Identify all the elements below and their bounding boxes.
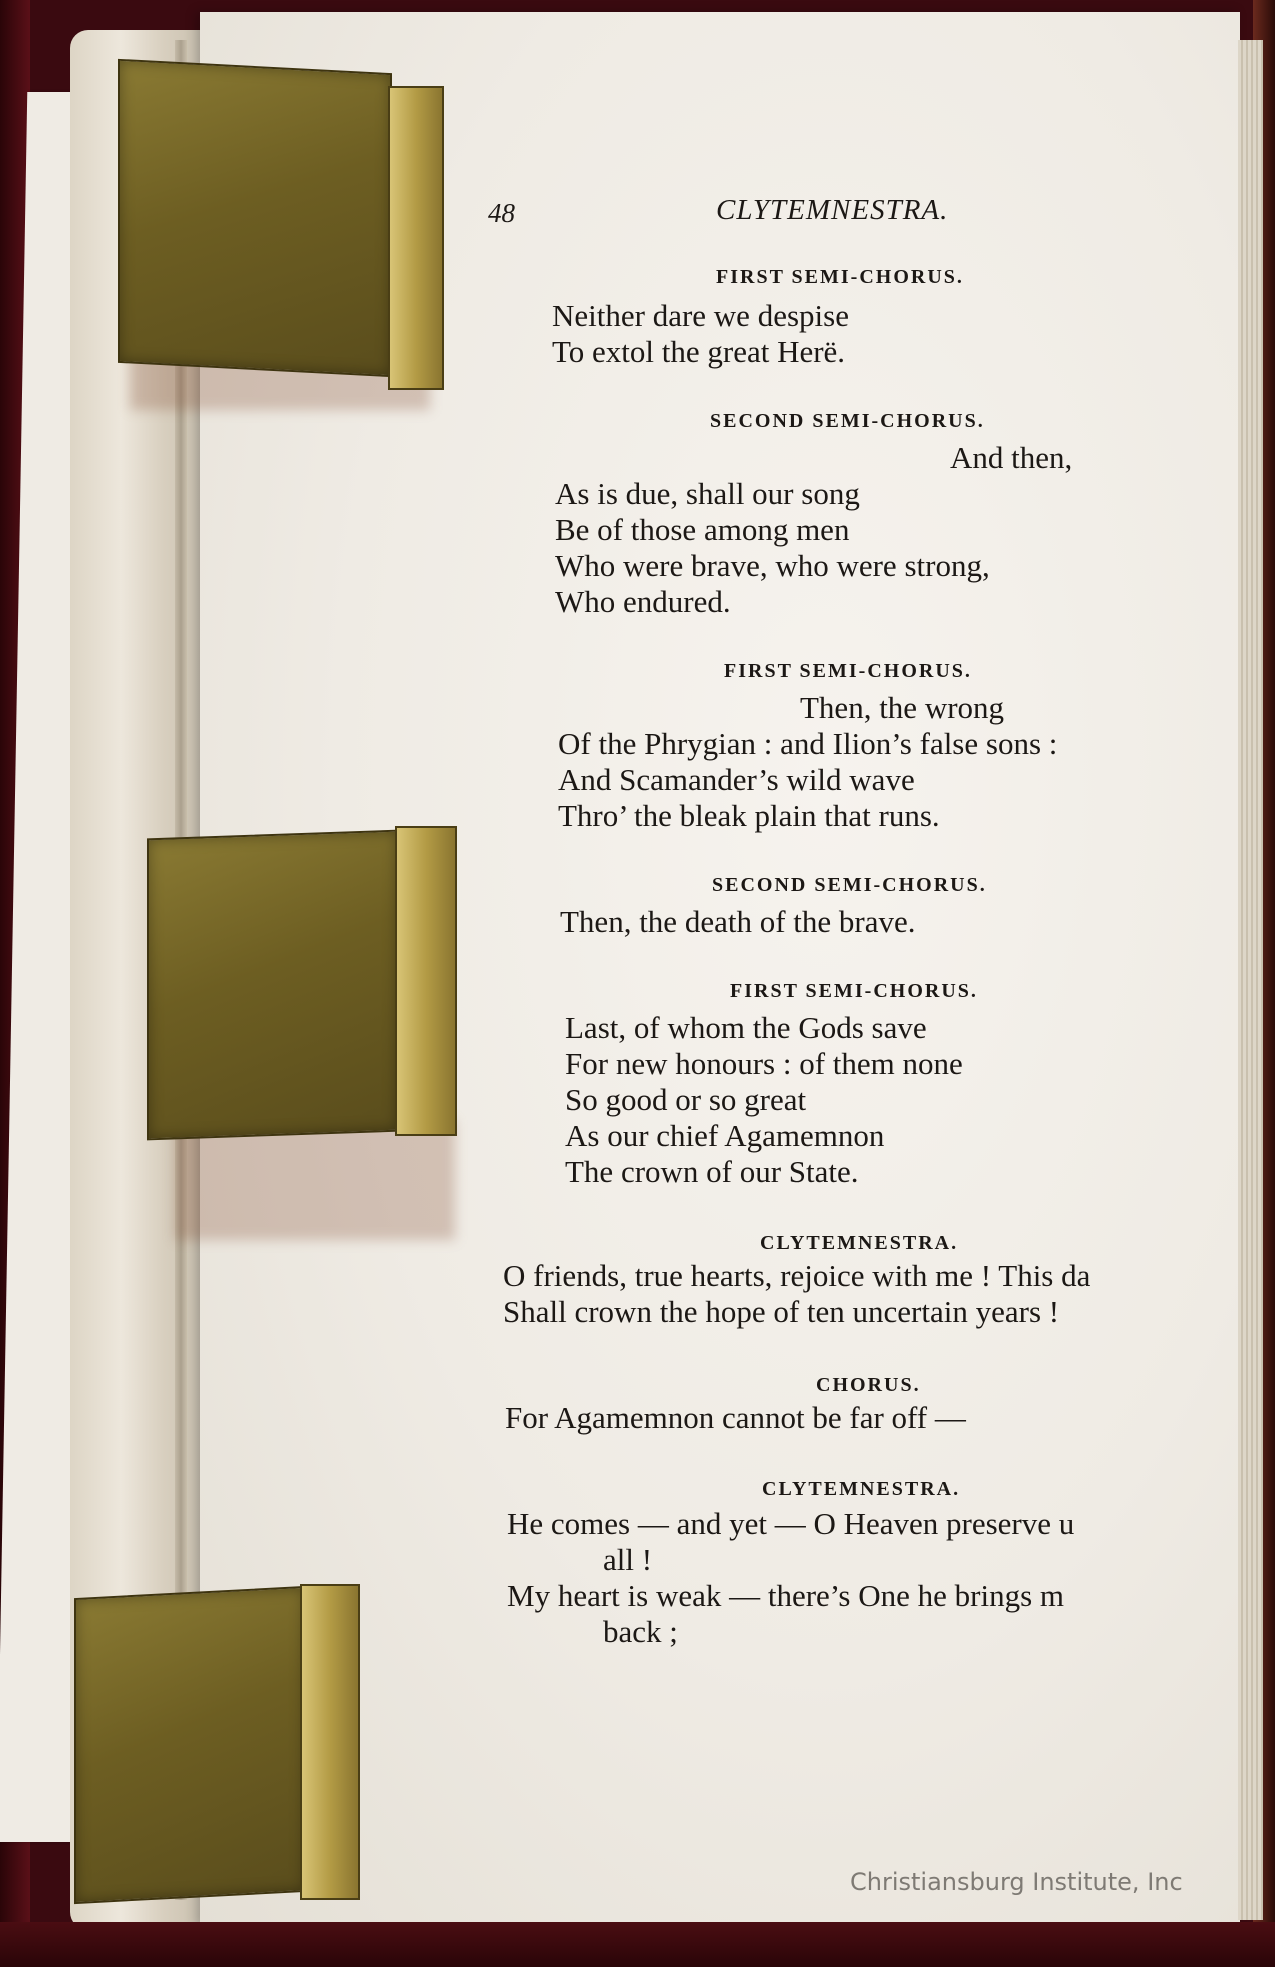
speaker-heading: FIRST SEMI-CHORUS. (724, 660, 972, 682)
verse-line: So good or so great (565, 1082, 807, 1117)
speaker-heading: FIRST SEMI-CHORUS. (730, 980, 978, 1002)
verse-line: Be of those among men (555, 512, 850, 547)
verse-line: Then, the wrong (800, 690, 1005, 725)
speaker-heading: CLYTEMNESTRA. (760, 1232, 959, 1254)
verse-line: back ; (603, 1614, 678, 1649)
speaker-heading: CHORUS. (816, 1374, 921, 1396)
verse-line: Who endured. (555, 584, 731, 619)
page-edges (1238, 40, 1263, 1920)
verse-line: Last, of whom the Gods save (565, 1010, 927, 1045)
verse-line: Neither dare we despise (552, 298, 849, 333)
verse-line: And Scamander’s wild wave (558, 762, 915, 797)
watermark: Christiansburg Institute, Inc (850, 1868, 1183, 1896)
verse-line: To extol the great Herë. (552, 334, 846, 369)
brass-weight-bottom (72, 1582, 372, 1902)
verse-line: And then, (950, 440, 1073, 475)
verse-line: As our chief Agamemnon (565, 1118, 885, 1153)
verse-line: My heart is weak — there’s One he brings m (507, 1578, 1065, 1613)
verse-line: The crown of our State. (565, 1154, 859, 1189)
brass-weight-middle (145, 820, 465, 1240)
verse-line: For Agamemnon cannot be far off — (505, 1400, 966, 1435)
verse-line: all ! (603, 1542, 653, 1577)
speaker-heading: FIRST SEMI-CHORUS. (716, 266, 964, 288)
running-head: CLYTEMNESTRA. (716, 194, 949, 226)
verse-line: Shall crown the hope of ten uncertain years ! (503, 1294, 1060, 1329)
page-number: 48 (488, 198, 515, 228)
verse-line: Thro’ the bleak plain that runs. (558, 798, 940, 833)
verse-line: O friends, true hearts, rejoice with me ! This da (503, 1258, 1091, 1293)
verse-line: For new honours : of them none (565, 1046, 963, 1081)
speaker-heading: CLYTEMNESTRA. (762, 1478, 961, 1500)
verse-line: Then, the death of the brave. (560, 904, 916, 939)
verse-line: Of the Phrygian : and Ilion’s false sons : (558, 726, 1058, 761)
speaker-heading: SECOND SEMI-CHORUS. (712, 874, 987, 896)
brass-weight-top (110, 60, 440, 400)
verse-line: Who were brave, who were strong, (555, 548, 990, 583)
book-cover-bottom (0, 1922, 1275, 1967)
verse-line: As is due, shall our song (555, 476, 860, 511)
verse-line: He comes — and yet — O Heaven preserve u (507, 1506, 1075, 1541)
speaker-heading: SECOND SEMI-CHORUS. (710, 410, 985, 432)
